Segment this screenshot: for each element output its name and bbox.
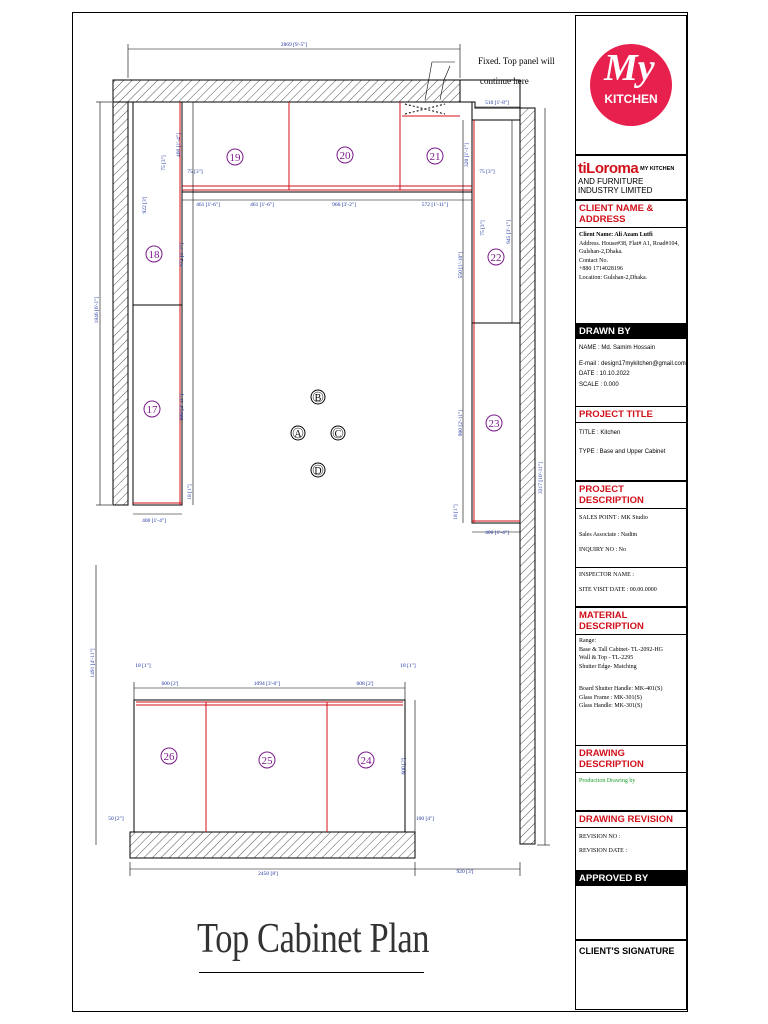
cabinet-18 (146, 246, 162, 262)
brand-text: tiLoroma (578, 160, 639, 177)
material-section (575, 607, 687, 754)
wall-left (113, 102, 128, 505)
logo-kitchen-text: KITCHEN (604, 92, 658, 106)
client-contact-label: Contact No. (579, 257, 608, 264)
svg-text:75 [3"]: 75 [3"] (480, 220, 486, 236)
drawn-by-name: NAME : Md. Samim Hossain (579, 345, 656, 351)
drawing-description-heading: DRAWING DESCRIPTION (576, 746, 686, 773)
client-signature-section (575, 940, 687, 1010)
revision-date: REVISION DATE : (579, 847, 627, 854)
svg-text:1846 [6'-1"]: 1846 [6'-1"] (94, 296, 100, 324)
marker-a (291, 426, 305, 440)
orientation-markers (291, 390, 345, 477)
drawing-description-section (575, 745, 687, 811)
plan-title-underline (199, 972, 424, 973)
top-run (182, 102, 472, 192)
client-location: Location: Gulshan-2,Dhaka. (579, 274, 648, 281)
cabinet-markers (144, 147, 504, 768)
dimension-labels (90, 42, 544, 877)
inspector-name: INSPECTOR NAME : (576, 567, 686, 580)
cabinet-25 (259, 752, 275, 768)
svg-text:966 [3'-2"]: 966 [3'-2"] (332, 202, 356, 208)
fixed-panel-note (478, 56, 555, 86)
svg-text:25: 25 (261, 755, 273, 767)
svg-text:22: 22 (490, 252, 502, 264)
svg-text:400 [1'-4"]: 400 [1'-4"] (485, 530, 509, 536)
material-handle: Board Shutter Handle: MK-401(S) (579, 686, 663, 692)
svg-text:75 [3"]: 75 [3"] (161, 155, 167, 171)
marker-b (311, 390, 325, 404)
client-address-1: Address. House#38, Flat# A1, Road#104, (579, 240, 679, 247)
svg-text:600 [2']: 600 [2'] (401, 757, 407, 775)
svg-text:A: A (294, 429, 302, 440)
svg-text:75 [3"]: 75 [3"] (479, 169, 495, 175)
right-run (472, 120, 520, 523)
inquiry-no: INQUIRY NO : No (579, 547, 626, 553)
site-visit-date: SITE VISIT DATE : 00.00.0000 (579, 587, 657, 593)
sales-associate: Sales Associate : Nadim (579, 531, 638, 538)
client-heading: CLIENT NAME & ADDRESS (576, 201, 686, 228)
svg-text:24: 24 (360, 755, 372, 767)
client-section (575, 200, 687, 333)
svg-text:400 [1'-4"]: 400 [1'-4"] (176, 133, 182, 157)
revision-no: REVISION NO : (579, 834, 621, 840)
cabinet-22 (488, 249, 504, 265)
company-box (575, 155, 687, 200)
svg-text:945 [3'-1"]: 945 [3'-1"] (506, 220, 512, 244)
client-signature-heading: CLIENT'S SIGNATURE (576, 944, 686, 958)
cabinet-26 (161, 748, 177, 764)
drawn-by-heading: DRAWN BY (576, 324, 686, 339)
wall-top (113, 80, 460, 102)
material-glass-frame: Glass Frame : MK-301(S) (579, 694, 642, 701)
svg-text:2869 [9'-5"]: 2869 [9'-5"] (280, 42, 308, 48)
svg-text:75 [3"]: 75 [3"] (187, 169, 203, 175)
svg-text:3317 [10'-11"]: 3317 [10'-11"] (538, 462, 544, 494)
svg-text:550 [1'-10"]: 550 [1'-10"] (458, 251, 464, 279)
svg-text:900 [2'-11"]: 900 [2'-11"] (458, 409, 464, 437)
svg-text:19: 19 (229, 152, 241, 164)
svg-text:18 [1"]: 18 [1"] (400, 663, 416, 669)
svg-text:320 [1'-1"]: 320 [1'-1"] (464, 143, 470, 167)
project-description-section (575, 481, 687, 607)
company-line: AND FURNITURE INDUSTRY LIMITED (578, 176, 653, 195)
svg-text:600 [2']: 600 [2'] (161, 681, 179, 687)
client-phone: +880 1714028196 (579, 266, 623, 272)
drawn-by-scale: SCALE : 0.000 (579, 381, 619, 388)
cabinet-19 (227, 149, 243, 165)
svg-text:18 [1"]: 18 [1"] (135, 663, 151, 669)
client-address-2: Gulshan-2,Dhaka. (579, 249, 623, 255)
svg-text:1094 [3'-6"]: 1094 [3'-6"] (253, 681, 281, 687)
svg-text:C: C (334, 429, 342, 440)
svg-text:20: 20 (339, 150, 351, 162)
svg-text:continue here: continue here (480, 76, 529, 86)
drawn-by-email: E-mail : design17mykitchen@gmail.com (579, 360, 686, 367)
cabinet-17 (144, 401, 160, 417)
drawing-description-text: Production Drawing by (579, 778, 636, 784)
svg-text:920 [3']: 920 [3'] (456, 869, 474, 875)
project-description-heading: PROJECT DESCRIPTION (576, 482, 686, 509)
project-title-section (575, 406, 687, 481)
cabinet-23 (486, 415, 502, 431)
cabinet-20 (337, 147, 353, 163)
revision-heading: DRAWING REVISION (576, 812, 686, 828)
svg-text:26: 26 (163, 751, 175, 763)
svg-text:17: 17 (146, 404, 158, 416)
marker-d (311, 463, 325, 477)
approved-by-heading: APPROVED BY (576, 871, 686, 886)
cabinet-21 (427, 148, 443, 164)
svg-text:900 [2'-11"]: 900 [2'-11"] (179, 393, 185, 421)
svg-text:461 [1'-6"]: 461 [1'-6"] (250, 202, 274, 208)
svg-text:1491 [4'-11"]: 1491 [4'-11"] (90, 648, 96, 678)
svg-text:21: 21 (429, 151, 441, 163)
brand-name (576, 156, 686, 176)
project-title-value: TITLE : Kitchen (579, 430, 621, 436)
svg-text:18 [1"]: 18 [1"] (453, 504, 459, 520)
left-run (133, 102, 182, 505)
svg-text:472 [1'-7"]: 472 [1'-7"] (179, 243, 185, 267)
svg-text:D: D (314, 466, 322, 477)
plan-title: Top Cabinet Plan (197, 916, 430, 962)
svg-text:608 [2']: 608 [2'] (356, 681, 374, 687)
svg-text:50 [2"]: 50 [2"] (108, 816, 124, 822)
client-name: Client Name: Ali Azam Lutfi (579, 232, 653, 238)
drawn-by-date: DATE : 10.10.2022 (579, 371, 630, 377)
svg-text:Fixed. Top panel will: Fixed. Top panel will (478, 56, 555, 66)
wall-right (520, 108, 535, 844)
svg-text:922 [3']: 922 [3'] (142, 196, 148, 214)
material-shutter: Shutter Edge- Matching (579, 663, 637, 670)
material-glass-handle: Glass Handle: MK-301(S) (579, 703, 643, 709)
material-base: Base & Tall Cabinet- TL-2092-HG (579, 646, 664, 653)
sales-point: SALES POINT : MK Studio (579, 515, 648, 521)
svg-text:B: B (314, 393, 322, 404)
svg-text:2450 [8']: 2450 [8'] (258, 871, 278, 877)
brand-subtext: MY KITCHEN (640, 165, 675, 172)
title-block (575, 15, 687, 1010)
svg-text:18 [1"]: 18 [1"] (187, 484, 193, 500)
cabinet-24 (358, 752, 374, 768)
approved-by-section (575, 870, 687, 940)
project-type: TYPE : Base and Upper Cabinet (579, 448, 666, 455)
svg-text:400 [1'-4"]: 400 [1'-4"] (142, 518, 166, 524)
svg-text:461 [1'-6"]: 461 [1'-6"] (196, 202, 220, 208)
my-kitchen-logo (590, 44, 672, 126)
material-range: Range: (579, 638, 596, 644)
svg-text:100 [4"]: 100 [4"] (415, 816, 435, 822)
logo-my-text: My (604, 47, 655, 89)
svg-text:572 [1'-11"]: 572 [1'-11"] (421, 202, 449, 208)
svg-text:23: 23 (488, 418, 500, 430)
material-wall: Wall & Top - TL-2295 (579, 655, 634, 661)
marker-c (331, 426, 345, 440)
wall-bottom (130, 832, 415, 858)
logo-box (575, 15, 687, 155)
project-title-heading: PROJECT TITLE (576, 407, 686, 423)
svg-text:18: 18 (148, 249, 160, 261)
material-heading: MATERIAL DESCRIPTION (576, 608, 686, 635)
svg-text:510 [1'-8"]: 510 [1'-8"] (485, 100, 509, 106)
